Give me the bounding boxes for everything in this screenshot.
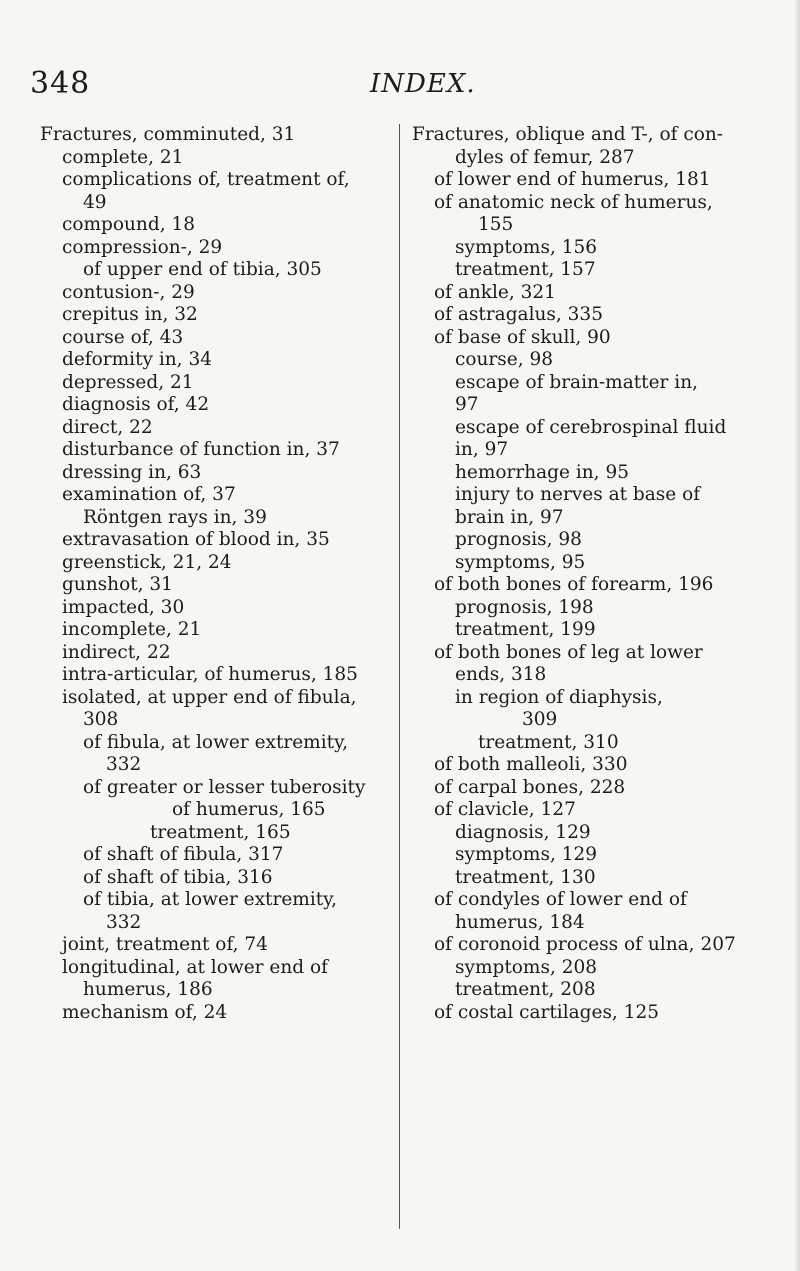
index-entry: symptoms, 156 — [455, 236, 598, 258]
index-entry: of lower end of humerus, 181 — [434, 169, 711, 190]
index-entry: 308 — [83, 709, 119, 730]
index-entry: of greater or lesser tuberosity — [83, 776, 366, 798]
index-entry: compound, 18 — [62, 214, 195, 235]
index-entry: prognosis, 98 — [455, 529, 582, 550]
index-entry: symptoms, 129 — [455, 844, 598, 865]
index-entry: examination of, 37 — [62, 484, 236, 505]
index-entry: humerus, 184 — [455, 911, 585, 933]
index-entry: humerus, 186 — [83, 979, 213, 1000]
index-entry: treatment, 130 — [455, 866, 596, 888]
index-entry: brain in, 97 — [455, 506, 564, 528]
running-head: INDEX. — [370, 69, 476, 99]
index-entry: in, 97 — [455, 439, 509, 460]
index-entry: depressed, 21 — [62, 371, 194, 393]
index-entry: extravasation of blood in, 35 — [62, 529, 330, 550]
index-entry: 49 — [83, 191, 107, 213]
index-entry: of ankle, 321 — [434, 281, 556, 303]
index-entry: contusion-, 29 — [62, 281, 195, 303]
index-entry: of fibula, at lower extremity, — [83, 731, 348, 753]
index-entry: of both bones of leg at lower — [434, 641, 703, 663]
index-entry: gunshot, 31 — [62, 574, 173, 595]
index-entry: injury to nerves at base of — [455, 484, 701, 505]
index-entry: in region of diaphysis, — [455, 686, 663, 708]
index-entry: of astragalus, 335 — [434, 304, 603, 325]
index-entry: symptoms, 95 — [455, 551, 586, 573]
index-entry: treatment, 310 — [478, 731, 619, 753]
index-entry: isolated, at upper end of fibula, — [62, 686, 357, 708]
index-entry: 332 — [106, 754, 142, 775]
index-entry: escape of brain-matter in, — [455, 371, 698, 393]
index-entry: of both bones of forearm, 196 — [434, 574, 714, 595]
index-entry: of carpal bones, 228 — [434, 776, 626, 798]
index-entry: treatment, 199 — [455, 619, 596, 640]
index-entry: Fractures, comminuted, 31 — [40, 124, 296, 145]
index-entry: treatment, 157 — [455, 259, 596, 280]
index-entry: of shaft of tibia, 316 — [83, 866, 273, 888]
index-entry: of clavicle, 127 — [434, 799, 576, 820]
page-edge-shadow — [794, 0, 800, 1271]
page-header — [0, 66, 800, 102]
index-entry: dressing in, 63 — [62, 461, 202, 483]
index-entry: hemorrhage in, 95 — [455, 461, 629, 483]
index-entry: incomplete, 21 — [62, 619, 202, 640]
index-entry: dyles of femur, 287 — [455, 146, 635, 168]
index-entry: 332 — [106, 911, 142, 933]
index-entry: of anatomic neck of humerus, — [434, 191, 713, 213]
index-entry: disturbance of function in, 37 — [62, 439, 340, 460]
index-entry: of upper end of tibia, 305 — [83, 259, 322, 280]
index-entry: of condyles of lower end of — [434, 889, 687, 910]
index-column-left — [40, 124, 390, 1024]
index-entry: joint, treatment of, 74 — [62, 934, 268, 955]
index-entry: 97 — [455, 394, 479, 415]
index-entry: diagnosis of, 42 — [62, 394, 210, 415]
index-entry: direct, 22 — [62, 416, 153, 438]
index-entry: greenstick, 21, 24 — [62, 551, 232, 573]
index-entry: impacted, 30 — [62, 596, 185, 618]
index-entry: mechanism of, 24 — [62, 1001, 228, 1023]
index-entry: intra-articular, of humerus, 185 — [62, 664, 358, 685]
index-entry: of coronoid process of ulna, 207 — [434, 934, 736, 955]
index-column-right — [412, 124, 782, 1024]
index-entry: course of, 43 — [62, 326, 184, 348]
index-entry: of both malleoli, 330 — [434, 754, 628, 775]
index-entry: escape of cerebrospinal fluid — [455, 416, 727, 438]
index-entry: deformity in, 34 — [62, 349, 212, 370]
index-entry: of shaft of fibula, 317 — [83, 844, 284, 865]
index-entry: of base of skull, 90 — [434, 326, 611, 348]
column-divider — [399, 124, 400, 1229]
index-entry: of tibia, at lower extremity, — [83, 889, 338, 910]
index-entry: course, 98 — [455, 349, 554, 370]
index-entry: Fractures, oblique and T-, of con- — [412, 124, 724, 145]
index-entry: longitudinal, at lower end of — [62, 956, 328, 978]
index-entry: diagnosis, 129 — [455, 821, 591, 843]
page-number: 348 — [30, 66, 91, 101]
index-entry: of humerus, 165 — [172, 799, 326, 820]
index-entry: treatment, 165 — [150, 821, 291, 843]
index-entry: ends, 318 — [455, 664, 547, 685]
index-entry: complications of, treatment of, — [62, 169, 350, 190]
index-entry: complete, 21 — [62, 146, 184, 168]
index-entry: of costal cartilages, 125 — [434, 1001, 660, 1023]
index-entry: indirect, 22 — [62, 641, 171, 663]
index-entry: treatment, 208 — [455, 979, 596, 1000]
index-entry: prognosis, 198 — [455, 596, 594, 618]
index-entry: Röntgen rays in, 39 — [83, 506, 267, 528]
index-entry: 309 — [522, 709, 558, 730]
index-entry: symptoms, 208 — [455, 956, 598, 978]
index-entry: crepitus in, 32 — [62, 304, 198, 325]
index-entry: compression-, 29 — [62, 236, 223, 258]
index-entry: 155 — [478, 214, 514, 235]
